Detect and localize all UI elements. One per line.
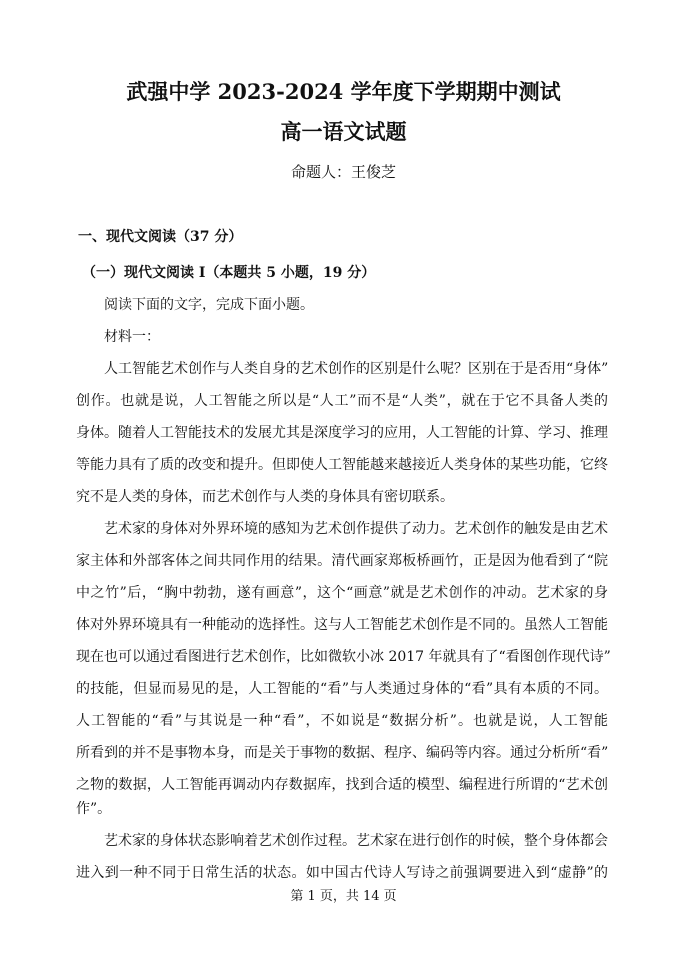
subsection-heading: （一）现代文阅读 I（本题共 5 小题，19 分）: [82, 265, 376, 281]
paragraph-1-line-2: 创作。也就是说，人工智能之所以是“人工”而不是“人类”，就在于它不具备人类的: [76, 393, 608, 409]
paragraph-2-line-8: 所看到的并不是事物本身，而是关于事物的数据、程序、编码等内容。通过分析所“看”: [76, 745, 609, 761]
paragraph-1-line-4: 等能力具有了质的改变和提升。但即使人工智能越来越接近人类身体的某些功能，它终: [76, 457, 608, 473]
paragraph-2-line-5: 现在也可以通过看图进行艺术创作，比如微软小冰 2017 年就具有了“看图创作现代诗”: [76, 649, 611, 665]
paragraph-2-line-3: 中之竹”后，“胸中勃勃，遂有画意”，这个“画意”就是艺术创作的冲动。艺术家的身: [76, 585, 608, 601]
paragraph-2-line-9: 之物的数据，人工智能再调动内存数据库，找到合适的模型、编程进行所谓的“艺术创: [76, 777, 608, 793]
exam-title: 武强中学 2023-2024 学年度下学期期中测试: [126, 79, 561, 104]
paragraph-2-line-6: 的技能，但显而易见的是，人工智能的“看”与人类通过身体的“看”具有本质的不同。: [76, 681, 608, 697]
section-heading: 一、现代文阅读（37 分）: [78, 229, 243, 245]
material-label: 材料一：: [104, 329, 160, 345]
paragraph-3-line-2: 进入到一种不同于日常生活的状态。如中国古代诗人写诗之前强调要进入到“虚静”的: [76, 865, 608, 881]
page-number: 第 1 页，共 14 页: [290, 889, 397, 904]
paragraph-1-line-5: 究不是人类的身体，而艺术创作与人类的身体具有密切联系。: [76, 489, 454, 505]
paragraph-2-line-2: 家主体和外部客体之间共同作用的结果。清代画家郑板桥画竹，正是因为他看到了“院: [76, 553, 608, 569]
paragraph-3-line-1: 艺术家的身体状态影响着艺术创作过程。艺术家在进行创作的时候，整个身体都会: [104, 833, 608, 849]
paragraph-2-line-7: 人工智能的“看”与其说是一种“看”，不如说是“数据分析”。也就是说，人工智能: [76, 713, 608, 729]
paragraph-2-line-4: 体对外界环境具有一种能动的选择性。这与人工智能艺术创作是不同的。虽然人工智能: [76, 617, 608, 633]
paragraph-1-line-1: 人工智能艺术创作与人类自身的艺术创作的区别是什么呢？区别在于是否用“身体”: [104, 361, 609, 377]
exam-subtitle: 高一语文试题: [280, 119, 407, 144]
paragraph-2-line-1: 艺术家的身体对外界环境的感知为艺术创作提供了动力。艺术创作的触发是由艺术: [104, 521, 608, 537]
paragraph-2-line-10: 作”。: [76, 801, 112, 817]
paragraph-1-line-3: 身体。随着人工智能技术的发展尤其是深度学习的应用，人工智能的计算、学习、推理: [76, 425, 608, 441]
exam-author: 命题人：王俊芝: [290, 163, 396, 181]
reading-instruction: 阅读下面的文字，完成下面小题。: [104, 297, 314, 313]
